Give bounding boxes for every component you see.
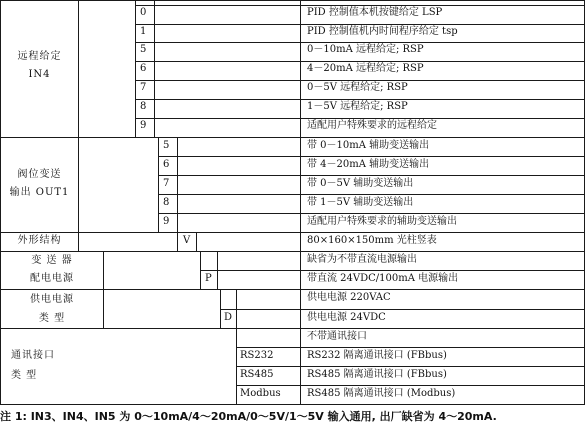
rule [236, 289, 237, 404]
option-code: 6 [163, 159, 170, 170]
rule [236, 385, 585, 386]
rule [177, 137, 178, 251]
option-code: RS485 [240, 369, 274, 380]
option-description: 80×160×150mm 光柱竖表 [307, 235, 437, 246]
option-description: 0－5V 远程给定; RSP [307, 82, 408, 93]
option-code: 8 [140, 101, 147, 112]
option-code: 8 [163, 197, 170, 208]
option-code: 5 [163, 140, 170, 151]
option-code: 5 [140, 44, 147, 55]
option-code: 6 [140, 63, 147, 74]
rule [158, 175, 585, 176]
rule [103, 251, 104, 329]
option-description: PID 控制值本机按键给定 LSP [307, 7, 443, 18]
option-description: 4－20mA 远程给定; RSP [307, 63, 424, 74]
option-code: 7 [140, 82, 147, 93]
rule [220, 289, 221, 328]
section-label-transmitter-power: 变 送 器 配电电源 [30, 255, 74, 284]
option-code: 9 [140, 120, 147, 131]
rule [158, 213, 585, 214]
option-code: Modbus [240, 388, 281, 399]
option-description: 带 4－20mA 辅助变送输出 [307, 159, 430, 170]
option-description: 带 0－5V 辅助变送输出 [307, 178, 414, 189]
option-description: 带直流 24VDC/100mA 电源输出 [307, 273, 459, 284]
option-description: RS485 隔离通讯接口 (Modbus) [307, 388, 456, 399]
rule [158, 156, 585, 157]
rule [135, 0, 136, 138]
section-label-remote-setpoint: 远程给定 IN4 [17, 51, 62, 80]
option-description: 1－5V 远程给定; RSP [307, 101, 408, 112]
option-description: 0－10mA 远程给定; RSP [307, 44, 424, 55]
option-description: 带 1－5V 辅助变送输出 [307, 197, 414, 208]
option-code: D [224, 312, 233, 323]
rule [154, 0, 155, 138]
section-label-form-factor: 外形结构 [17, 235, 62, 246]
option-code: 0 [140, 7, 147, 18]
option-code: RS232 [240, 350, 274, 361]
rule [0, 404, 585, 405]
option-code: 1 [140, 26, 147, 37]
rule [0, 137, 585, 138]
section-label-power-supply: 供电电源 类 型 [30, 294, 74, 324]
rule [217, 251, 218, 289]
option-description: 不带通讯接口 [307, 331, 367, 342]
rule [0, 0, 585, 1]
option-description: RS485 隔离通讯接口 (FBbus) [307, 369, 447, 380]
rule [200, 251, 201, 289]
rule [158, 194, 585, 195]
option-code: V [183, 235, 191, 246]
option-description: 适配用户特殊要求的远程给定 [307, 120, 437, 131]
rule [200, 270, 585, 271]
rule [158, 137, 159, 233]
option-description: 适配用户特殊要求的辅助变送输出 [307, 216, 457, 227]
section-label-communication: 通讯接口 类 型 [11, 350, 55, 381]
option-code: P [205, 273, 212, 284]
option-description: 供电电源 24VDC [307, 312, 386, 323]
rule [0, 232, 585, 233]
option-description: 带 0－10mA 辅助变送输出 [307, 140, 430, 151]
section-label-valve-output: 阀位变送 输出 OUT1 [9, 169, 70, 198]
footnote: 注 1: IN3、IN4、IN5 为 0～10mA/4～20mA/0～5V/1～5V 输入通用, 出厂缺省为 4～20mA. [0, 410, 497, 423]
rule [236, 366, 585, 367]
rule [0, 328, 585, 329]
option-description: 供电电源 220VAC [307, 292, 391, 303]
option-code: 7 [163, 178, 170, 189]
option-description: RS232 隔离通讯接口 (FBbus) [307, 350, 447, 361]
rule [300, 0, 301, 405]
option-description: PID 控制值机内时间程序给定 tsp [307, 26, 458, 37]
rule [196, 232, 197, 251]
rule [220, 309, 585, 310]
rule [78, 0, 79, 251]
option-code: 9 [163, 216, 170, 227]
rule [236, 347, 585, 348]
option-description: 缺省为不带直流电源输出 [307, 254, 417, 265]
